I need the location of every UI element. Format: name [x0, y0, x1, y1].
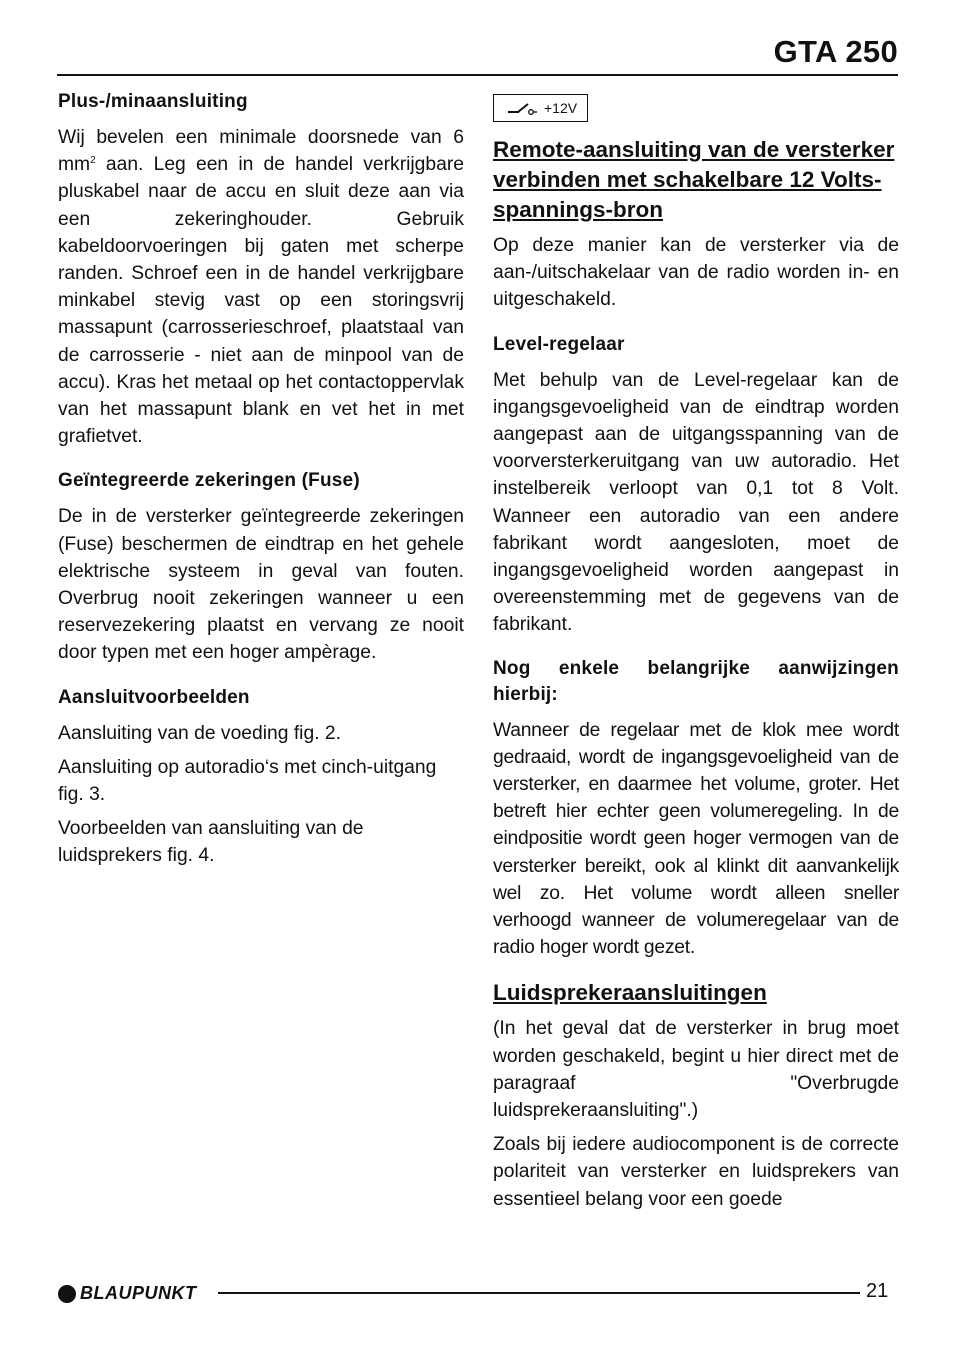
- paragraph-remote: Op deze manier kan de versterker via de aan-/uitschakelaar van de radio worden in- en uitgeschakeld.: [493, 235, 899, 311]
- paragraph-speakers-2: Zoals bij iedere audiocomponent is de correcte polariteit van versterker en luidsprekers van essentieel belang voor een goede: [493, 1134, 899, 1210]
- model-title: GTA 250: [773, 34, 898, 69]
- paragraph-speakers-1: (In het geval dat de versterker in brug moet worden geschakeld, begint u hier direct met de paragraaf "Overbrugde luidsprekeraansluiting".): [493, 1018, 899, 1122]
- section-heading-plus-min: Plus-/minaansluiting: [58, 91, 248, 112]
- paragraph-example-1: Aansluiting van de voeding fig. 2.: [58, 722, 341, 744]
- brand-logo: [58, 1283, 197, 1304]
- section-heading-speakers: Luidsprekeraansluitingen: [493, 980, 767, 1006]
- section-heading-remote: Remote-aansluiting van de versterker verbinden met schakelbare 12 Volts-spannings-bron: [493, 137, 895, 222]
- paragraph-fuse: De in de versterker geïntegreerde zekeringen (Fuse) beschermen de eindtrap en het gehele elektrische systeem in geval van fouten. Overbrug nooit zekeringen wanneer u een reservezekering plaatst en vervang ze nooit door typen met een hoger ampèrage.: [58, 506, 464, 664]
- page-number: 21: [866, 1280, 889, 1302]
- switch-icon: [506, 101, 538, 115]
- footer-rule: [218, 1292, 860, 1294]
- switch-12v-symbol: [493, 94, 588, 122]
- left-column: [58, 88, 464, 877]
- right-column: [493, 88, 899, 1220]
- section-heading-examples: Aansluitvoorbeelden: [58, 686, 250, 708]
- section-heading-fuse: Geïntegreerde zekeringen (Fuse): [58, 470, 360, 492]
- paragraph-plus-min: Wij bevelen een minimale doorsnede van 6 $mm^2$ aan. Leg een in de handel verkrijgbare pluskabel naar de accu en sluit deze aan via een zekeringhouder. Gebruik kabeldoorvoeringen bij gaten met scherpe randen. Schroef een in de handel verkrijgbare minkabel stevig vast op een storingsvrij massapunt (carrosserieschroef, plaatstaal van de carrosserie - niet aan de minpool van de accu). Kras het metaal op het contactoppervlak van het massapunt blank en vet het in met grafietvet.: [58, 127, 464, 448]
- paragraph-example-3: Voorbeelden van aansluiting van de luidsprekers fig. 4.: [58, 818, 364, 867]
- paragraph-hints: Wanneer de regelaar met de klok mee wordt gedraaid, wordt de ingangsgevoeligheid van de versterker, en daarmee het volume, groter. Het betreft hier echter geen volumeregeling. In de eindpositie wordt geen hoger vermogen van de versterker bereikt, ook al klinkt dit aanvankelijk wel zo. Het volume wordt alleen sneller verhoogd wanneer de volumeregelaar van de radio hoger wordt gezet.: [493, 719, 899, 959]
- header-rule: [57, 74, 898, 76]
- superscript: 2: [90, 155, 96, 167]
- symbol-label: +12V: [544, 100, 578, 116]
- paragraph-level: Met behulp van de Level-regelaar kan de ingangsgevoeligheid van de eindtrap worden aangepast aan de uitgangsspanning van de voorversterkeruitgang van uw autoradio. Het instelbereik verloopt van 0,1 tot 8 Volt. Wanneer een autoradio van een andere fabrikant wordt aangesloten, moet de ingangsgevoeligheid worden aangepast in overeenstemming met de gegevens van de fabrikant.: [493, 369, 899, 636]
- section-heading-level: Level-regelaar: [493, 333, 625, 355]
- section-heading-hints: Nog enkele belangrijke aanwijzingen hierbij:: [493, 657, 899, 705]
- logo-dot-icon: [58, 1285, 76, 1303]
- paragraph-example-2: Aansluiting op autoradio‘s met cinch-uitgang fig. 3.: [58, 756, 437, 806]
- brand-name: BLAUPUNKT: [80, 1283, 197, 1303]
